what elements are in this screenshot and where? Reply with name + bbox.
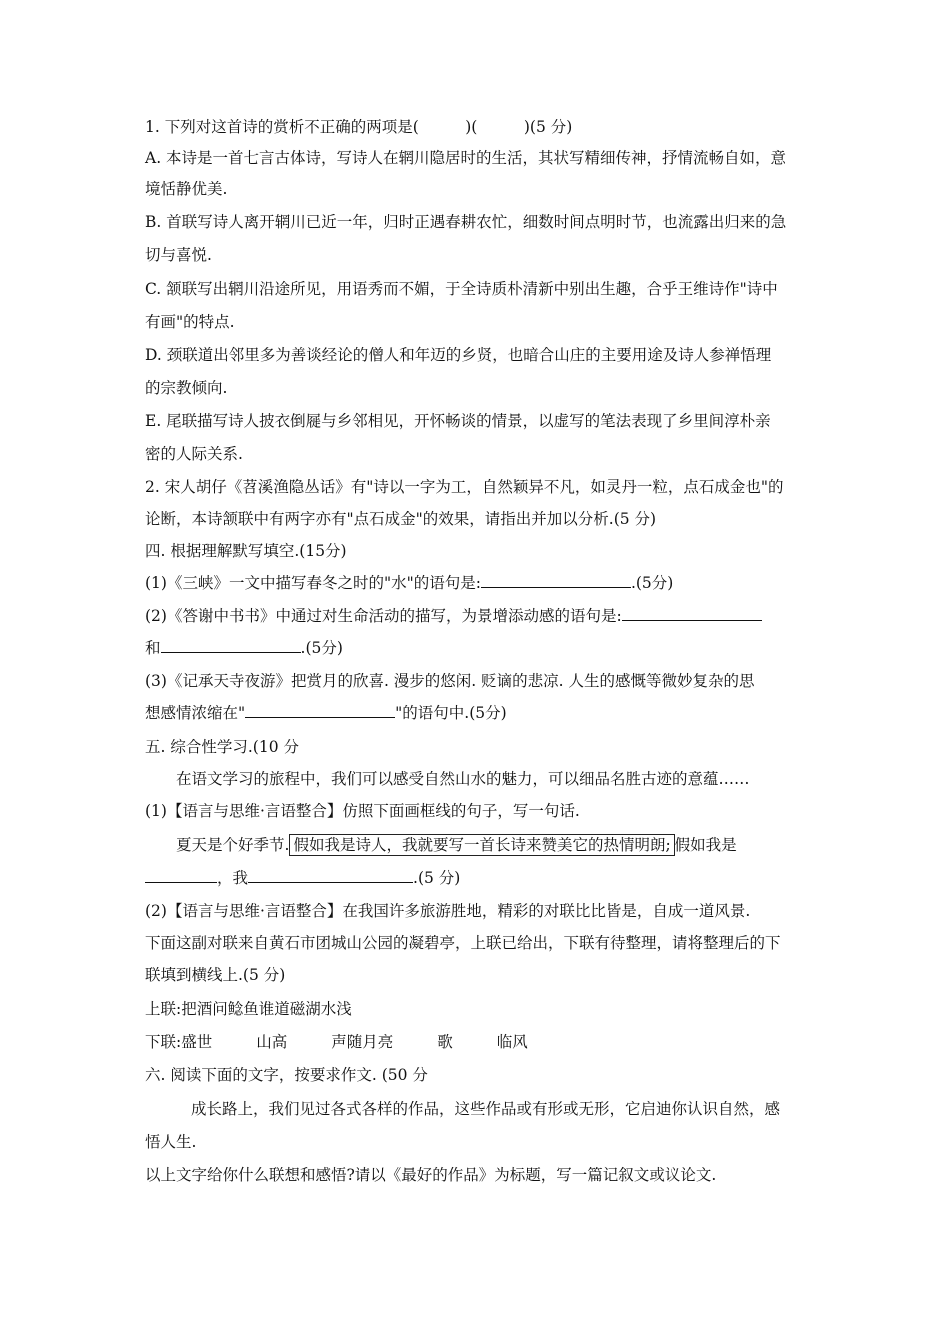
q1-option-c-line2: 有画"的特点. [145,313,235,331]
s6-prompt-line3: 以上文字给你什么联想和感悟?请以《最好的作品》为标题，写一篇记叙文或议论文. [145,1166,717,1184]
q1-option-e-line2: 密的人际关系. [145,445,243,463]
framed-sentence: 假如我是诗人，我就要写一首长诗来赞美它的热情明朗; [289,834,674,856]
s5-part1-blanks: ，我 .(5 分) [145,867,815,889]
answer-blank[interactable] [145,867,217,883]
q1-option-c-line1: C. 颔联写出辋川沿途所见，用语秀而不媚，于全诗质朴清新中别出生趣，合乎王维诗作"诗中 [145,280,778,298]
answer-blank[interactable] [481,572,631,588]
q1-option-b-line1: B. 首联写诗人离开辋川已近一年，归时正遇春耕农忙，细数时间点明时节，也流露出归来的急 [145,213,787,231]
q1-stem: 1. 下列对这首诗的赏析不正确的两项是( )( )(5 分) [145,118,573,136]
q1-option-a-line1: A. 本诗是一首七言古体诗，写诗人在辋川隐居时的生活，其状写精细传神，抒情流畅自如，意 [145,149,787,167]
s6-prompt-line1: 成长路上，我们见过各式各样的作品，这些作品或有形或无形，它启迪你认识自然，感 [191,1100,781,1118]
q1-option-a-line2: 境恬静优美. [145,180,228,198]
s4-item1: (1)《三峡》一文中描写春冬之时的"水"的语句是: .(5分) [145,574,674,592]
s6-prompt-line2: 悟人生. [145,1133,197,1151]
q1-option-b-line2: 切与喜悦. [145,246,212,264]
s4-item2-cont: 和 .(5分) [145,639,343,657]
answer-blank[interactable] [161,637,301,653]
couplet-lower: 下联:盛世 山高 声随月亮 歌 临风 [145,1033,528,1051]
answer-blank[interactable] [245,702,395,718]
s5-part2-line3: 联填到横线上.(5 分) [145,966,286,984]
s5-part2-line1: (2)【语言与思维·言语整合】在我国许多旅游胜地，精彩的对联比比皆是，自成一道风景. [145,902,751,920]
couplet-upper: 上联:把酒问鲶鱼谁道磁湖水浅 [145,1000,352,1018]
s4-item2: (2)《答谢中书书》中通过对生命活动的描写，为景增添动感的语句是: [145,605,815,627]
section6-heading: 六. 阅读下面的文字，按要求作文. (50 分 [145,1066,428,1084]
answer-blank[interactable] [622,605,762,621]
section5-heading: 五. 综合性学习.(10 分 [145,738,299,756]
q2-line2: 论断，本诗颔联中有两字亦有"点石成金"的效果，请指出并加以分析.(5 分) [145,510,657,528]
s5-intro: 在语文学习的旅程中，我们可以感受自然山水的魅力，可以细品名胜古迹的意蕴…… [176,770,750,788]
q2-line1: 2. 宋人胡仔《苕溪渔隐丛话》有"诗以一字为工，自然颖异不凡，如灵丹一粒，点石成金也"的 [145,478,784,496]
q1-option-d-line2: 的宗教倾向. [145,379,228,397]
s5-part1: (1)【语言与思维·言语整合】仿照下面画框线的句子，写一句话. [145,802,580,820]
answer-blank[interactable] [248,867,413,883]
q1-option-d-line1: D. 颈联道出邻里多为善谈经论的僧人和年迈的乡贤，也暗合山庄的主要用途及诗人参禅悟理 [145,346,772,364]
s4-item3: (3)《记承天寺夜游》把赏月的欣喜. 漫步的悠闲. 贬谪的悲凉. 人生的感慨等微妙复杂的思 [145,672,755,690]
section4-heading: 四. 根据理解默写填空.(15分) [145,542,347,560]
s5-part2-line2: 下面这副对联来自黄石市团城山公园的凝碧亭，上联已给出，下联有待整理，请将整理后的下 [145,934,781,952]
s4-item3-cont: 想感情浓缩在" "的语句中.(5分) [145,704,507,722]
s5-part1-example: 夏天是个好季节. 假如我是诗人，我就要写一首长诗来赞美它的热情明朗; 假如我是 [176,836,737,854]
q1-option-e-line1: E. 尾联描写诗人披衣倒屣与乡邻相见，开怀畅谈的情景，以虚写的笔法表现了乡里间淳朴亲 [145,412,771,430]
